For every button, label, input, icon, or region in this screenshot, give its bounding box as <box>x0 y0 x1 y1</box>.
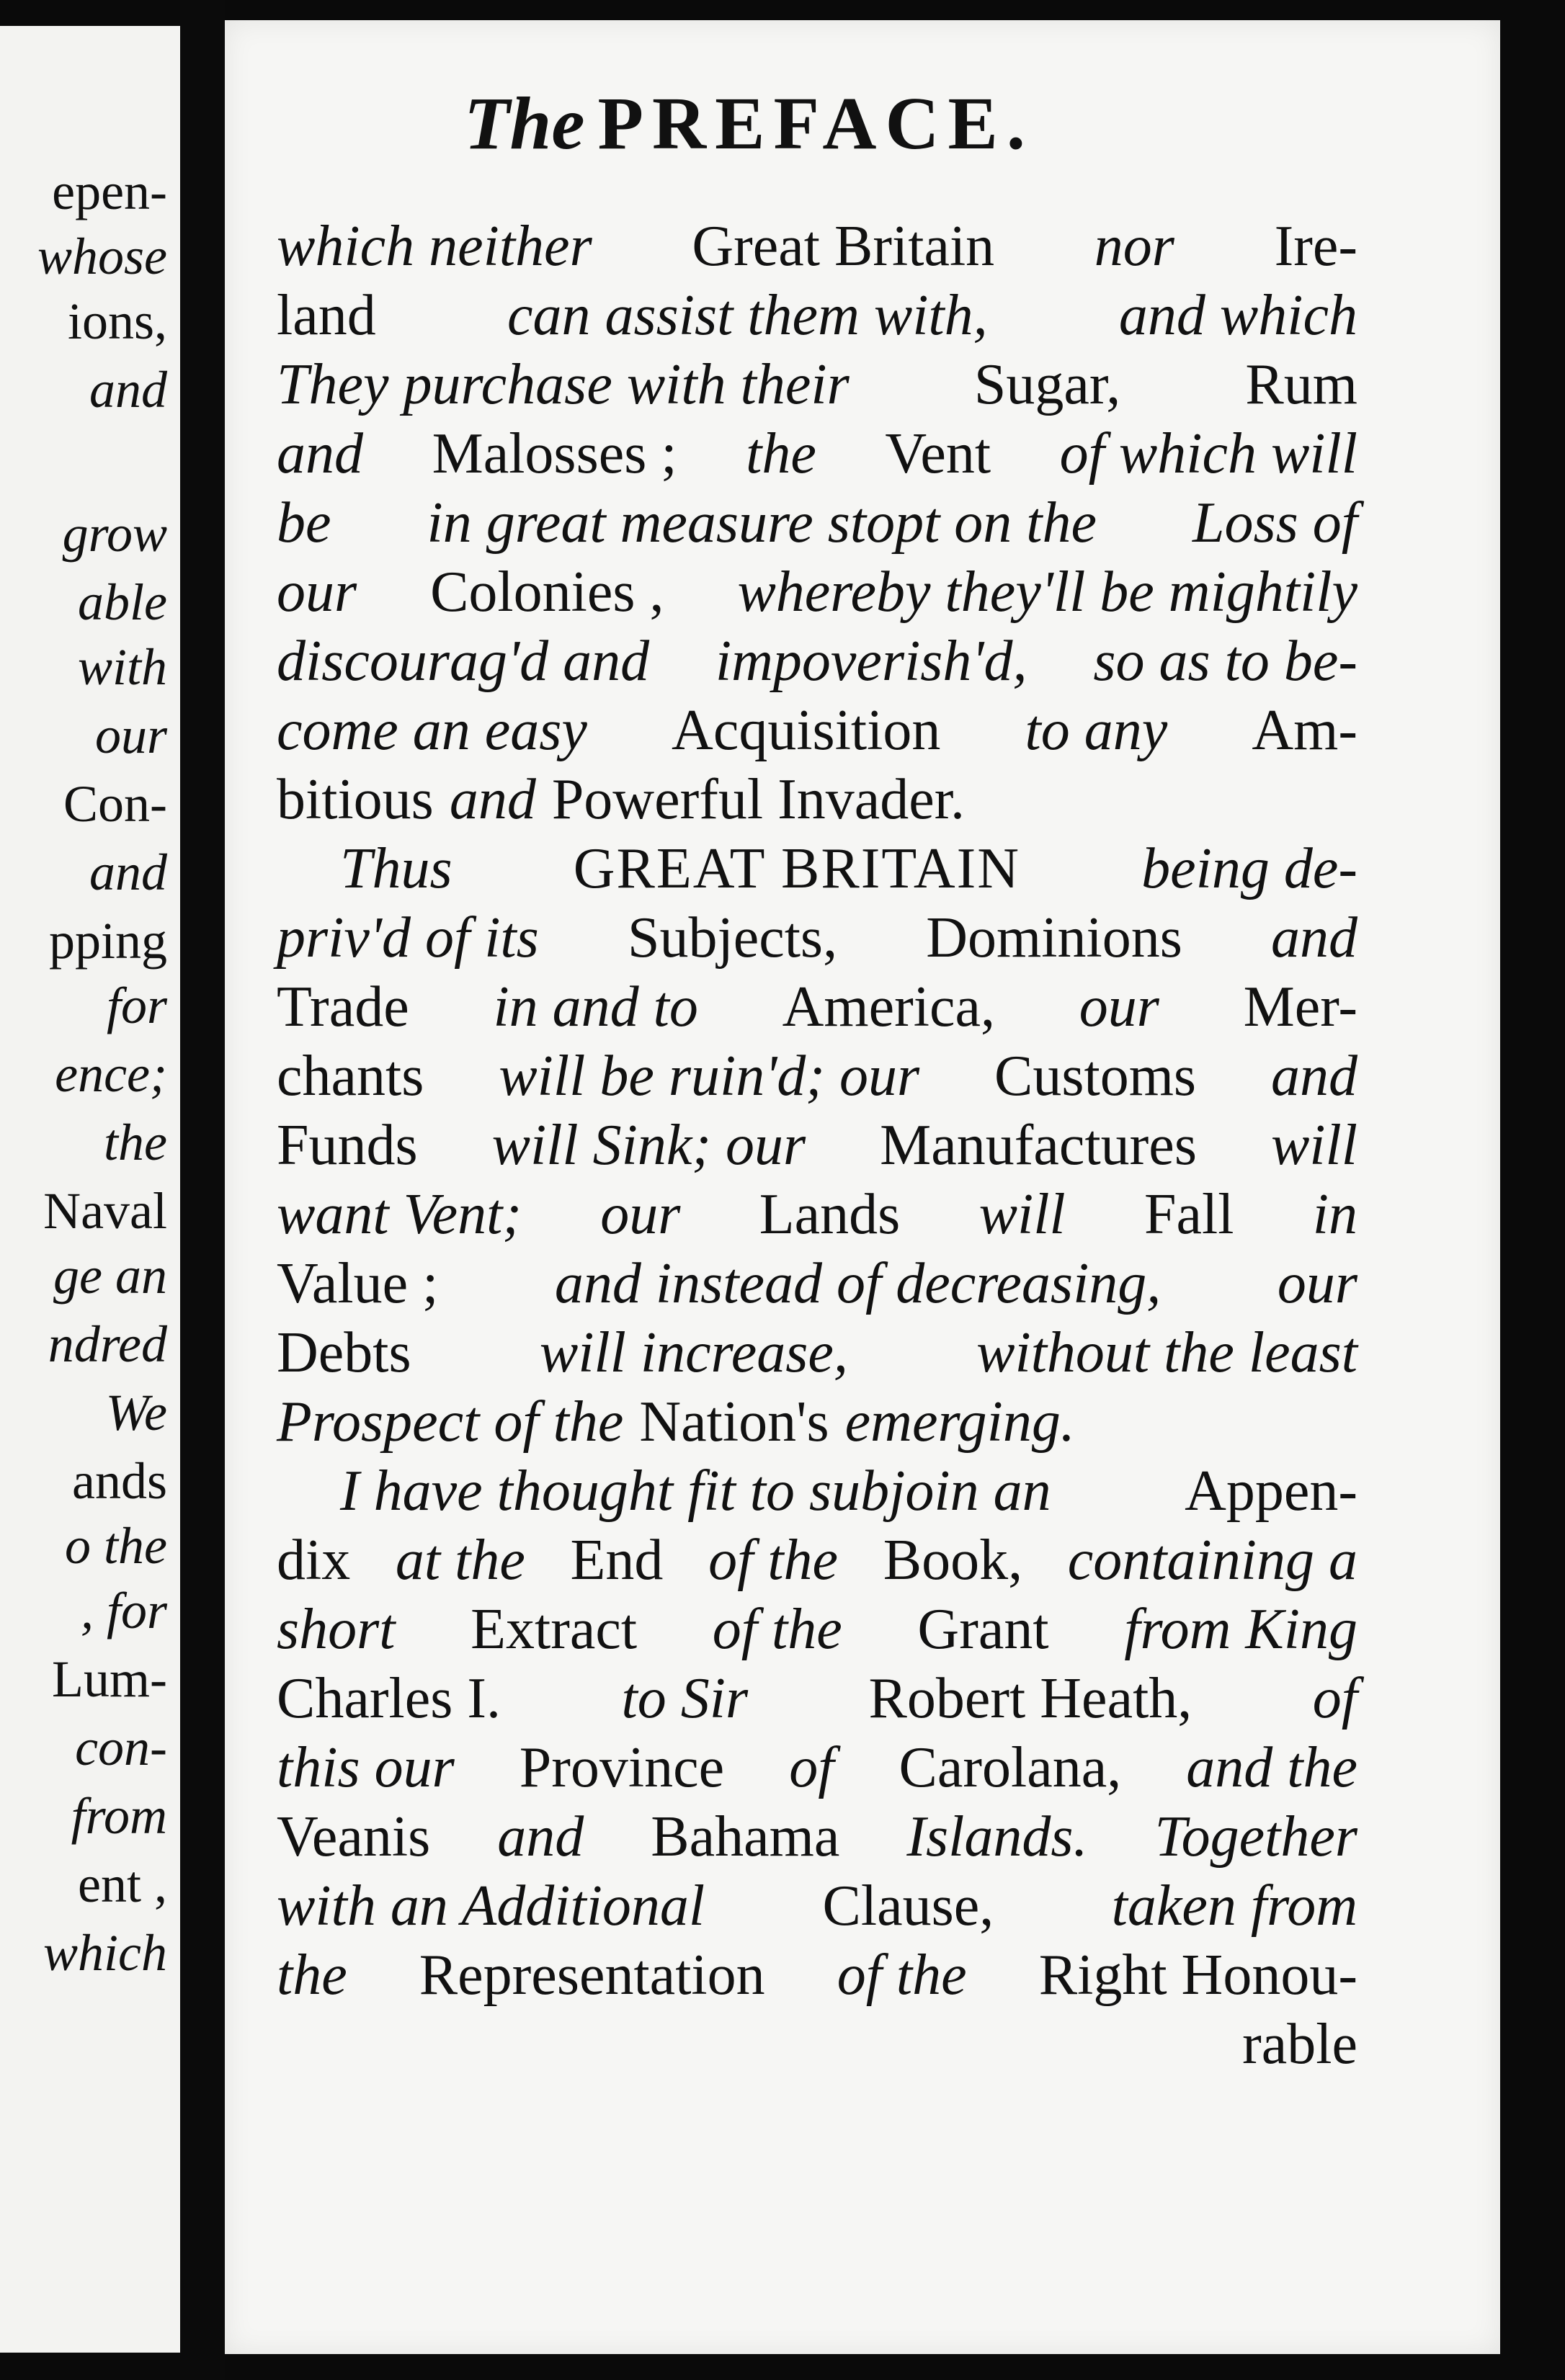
left-page-line: ands <box>72 1452 167 1510</box>
text-segment: discourag'd and <box>277 630 650 693</box>
text-segment: our <box>277 560 357 624</box>
text-segment: Together <box>1154 1805 1357 1869</box>
text-segment: of <box>1312 1667 1357 1730</box>
text-line <box>277 558 1357 627</box>
scan-border <box>1500 0 1565 2380</box>
running-head-preface: PREFACE. <box>597 82 1034 165</box>
text-segment: short <box>277 1598 396 1661</box>
text-segment: Colonies , <box>430 560 664 624</box>
left-page-line: epen- <box>52 163 167 220</box>
text-segment: priv'd of its <box>277 906 539 970</box>
left-page-line: Naval <box>43 1182 167 1240</box>
left-page-line: which <box>43 1924 167 1982</box>
text-segment: and the <box>1186 1736 1357 1799</box>
left-page-line: whose <box>37 228 167 285</box>
text-segment: come an easy <box>277 699 587 762</box>
text-segment: of the <box>708 1529 839 1592</box>
text-segment: Carolana, <box>899 1736 1122 1799</box>
text-segment: Book, <box>883 1529 1023 1592</box>
text-segment: Veanis <box>277 1805 431 1869</box>
left-page-line: grow <box>62 505 167 563</box>
left-page-fragment <box>0 26 180 2353</box>
text-segment: nor <box>1094 215 1174 278</box>
text-line <box>277 488 1357 558</box>
running-head <box>464 82 1034 165</box>
left-page-line: our <box>94 707 167 764</box>
text-segment: can assist them with, <box>507 284 988 347</box>
text-segment: of which will <box>1059 422 1357 486</box>
book-gutter <box>180 0 225 2380</box>
text-segment: our <box>600 1183 681 1246</box>
text-segment: Rum <box>1245 353 1357 416</box>
text-line <box>277 627 1357 696</box>
text-segment: with an Additional <box>277 1874 705 1938</box>
text-segment: to any <box>1025 699 1168 762</box>
text-line <box>277 1180 1357 1249</box>
text-segment: Appen- <box>1185 1459 1357 1523</box>
text-segment: being de- <box>1141 837 1357 900</box>
text-line <box>277 1664 1357 1733</box>
text-line <box>277 1595 1357 1664</box>
text-segment: Value ; <box>277 1252 439 1315</box>
text-segment: emerging. <box>844 1390 1075 1454</box>
text-segment: Manufactures <box>880 1114 1197 1177</box>
text-segment: I have thought fit to subjoin an <box>340 1459 1051 1523</box>
text-line <box>277 2010 1357 2079</box>
text-segment: chants <box>277 1044 424 1108</box>
text-segment: Grant <box>917 1598 1049 1661</box>
text-segment: from King <box>1124 1598 1357 1661</box>
left-page-line: ndred <box>48 1315 167 1373</box>
text-segment: will <box>1270 1114 1357 1177</box>
left-page-line: Con- <box>63 775 167 833</box>
text-segment: Lands <box>759 1183 901 1246</box>
text-segment: and <box>1270 1044 1357 1108</box>
text-line <box>277 350 1357 419</box>
text-segment: Islands. <box>906 1805 1088 1869</box>
text-segment: Malosses ; <box>432 422 677 486</box>
text-line <box>277 1526 1357 1595</box>
text-line <box>277 1042 1357 1111</box>
text-segment: will <box>978 1183 1066 1246</box>
text-line <box>277 1871 1357 1941</box>
left-page-line: ence; <box>55 1045 167 1103</box>
text-segment: our <box>1277 1252 1357 1315</box>
text-line <box>277 1941 1357 2010</box>
text-segment: this our <box>277 1736 455 1799</box>
left-page-line: o the <box>65 1517 167 1575</box>
text-segment: at the <box>395 1529 525 1592</box>
left-page-line: able <box>78 573 167 631</box>
text-segment: and <box>1271 906 1357 970</box>
text-segment: Sugar, <box>973 353 1121 416</box>
text-segment: containing a <box>1067 1529 1357 1592</box>
text-segment: Mer- <box>1243 975 1357 1039</box>
text-line <box>277 1111 1357 1180</box>
text-segment: without the least <box>976 1321 1357 1384</box>
text-segment: Great Britain <box>692 215 995 278</box>
text-line <box>277 834 1357 903</box>
text-segment: Trade <box>277 975 409 1039</box>
text-line <box>277 1802 1357 1871</box>
left-page-line: con- <box>75 1719 167 1776</box>
text-segment: will Sink; our <box>491 1114 806 1177</box>
left-page-line: ions, <box>67 292 167 350</box>
text-segment: taken from <box>1111 1874 1357 1938</box>
text-segment: and <box>277 422 363 486</box>
text-segment: of the <box>837 1943 967 2007</box>
text-segment: Acquisition <box>672 699 941 762</box>
text-segment: dix <box>277 1529 351 1592</box>
running-head-the: The <box>464 82 585 165</box>
text-line <box>277 903 1357 972</box>
left-page-line: pping <box>48 912 167 970</box>
text-segment: which neither <box>277 215 592 278</box>
text-segment: Fall <box>1143 1183 1234 1246</box>
text-line <box>277 696 1357 765</box>
text-segment: Bahama <box>651 1805 840 1869</box>
text-segment: our <box>1079 975 1159 1039</box>
text-segment: Prospect of the <box>277 1390 624 1454</box>
text-segment: of the <box>712 1598 842 1661</box>
text-line <box>277 281 1357 350</box>
body-text <box>277 212 1357 2079</box>
text-segment: land <box>277 284 376 347</box>
text-segment: They purchase with their <box>277 353 850 416</box>
text-segment: the <box>277 1943 347 2007</box>
text-segment: Nation's <box>639 1390 829 1454</box>
text-segment: Representation <box>419 1943 765 2007</box>
text-segment: be <box>277 491 331 555</box>
text-segment: in great measure stopt on the <box>427 491 1097 555</box>
text-segment: and instead of decreasing, <box>554 1252 1162 1315</box>
left-page-line: from <box>71 1787 167 1845</box>
text-segment: impoverish'd, <box>715 630 1027 693</box>
text-segment: Extract <box>471 1598 638 1661</box>
text-segment: Right Honou- <box>1038 1943 1357 2007</box>
text-segment: Loss of <box>1192 491 1357 555</box>
left-page-line: Lum- <box>52 1650 167 1708</box>
left-page-line: , for <box>80 1582 167 1639</box>
text-segment: Powerful Invader. <box>551 768 965 831</box>
left-page-line: and <box>89 844 167 901</box>
text-segment: Charles I. <box>277 1667 501 1730</box>
left-page-line: and <box>89 361 167 419</box>
text-segment: will be ruin'd; our <box>499 1044 920 1108</box>
text-segment: of <box>789 1736 834 1799</box>
text-line <box>277 765 1357 834</box>
text-segment: Dominions <box>926 906 1182 970</box>
text-segment: so as to be- <box>1093 630 1357 693</box>
text-line <box>277 419 1357 488</box>
text-segment: and <box>497 1805 584 1869</box>
text-line <box>277 1457 1357 1526</box>
text-segment: Customs <box>994 1044 1197 1108</box>
text-line <box>277 1733 1357 1802</box>
text-segment: Vent <box>885 422 991 486</box>
text-line <box>277 972 1357 1042</box>
text-line <box>277 212 1357 281</box>
text-segment: End <box>570 1529 664 1592</box>
text-segment: GREAT BRITAIN <box>573 837 1021 900</box>
text-segment: Am- <box>1252 699 1357 762</box>
text-segment: America, <box>782 975 996 1039</box>
text-segment: Ire- <box>1274 215 1357 278</box>
left-page-line: ge an <box>53 1247 167 1305</box>
text-segment: the <box>746 422 816 486</box>
text-segment: in <box>1312 1183 1357 1246</box>
text-segment: and <box>449 768 536 831</box>
text-segment: and which <box>1118 284 1357 347</box>
right-page <box>225 20 1500 2354</box>
text-segment: to Sir <box>621 1667 749 1730</box>
left-page-line: the <box>104 1114 167 1171</box>
left-page-line: We <box>105 1384 167 1441</box>
text-segment: Subjects, <box>627 906 838 970</box>
text-segment: in and to <box>493 975 698 1039</box>
text-line <box>277 1249 1357 1318</box>
text-line <box>277 1318 1357 1387</box>
text-segment: Clause, <box>822 1874 994 1938</box>
text-segment: rable <box>1242 2013 1357 2076</box>
text-line <box>277 1387 1357 1457</box>
left-page-line: with <box>77 638 167 696</box>
text-segment: Province <box>519 1736 725 1799</box>
text-segment: whereby they'll be mightily <box>737 560 1357 624</box>
text-segment: Thus <box>340 837 452 900</box>
text-segment: will increase, <box>539 1321 848 1384</box>
left-page-line: ent , <box>78 1856 167 1913</box>
text-segment: Debts <box>277 1321 411 1384</box>
text-segment: want Vent; <box>277 1183 522 1246</box>
text-segment: Robert Heath, <box>868 1667 1192 1730</box>
left-page-line: for <box>106 977 167 1034</box>
text-segment: Funds <box>277 1114 418 1177</box>
text-segment: bitious <box>277 768 434 831</box>
